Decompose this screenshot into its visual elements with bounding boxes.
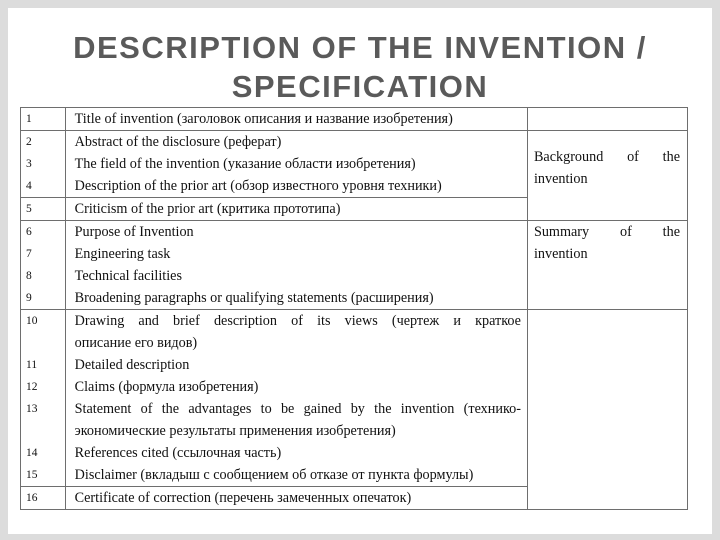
row-number-cell [21,487,66,510]
item-number: 5 [26,203,32,215]
section-label-summary-line1: Summary of the [533,224,680,240]
section-cell-summary [527,221,687,310]
item-text: Title of invention (заголовок описания и название изобретения) [74,111,453,127]
item-number: 10 [26,315,38,327]
item-text: Claims (формула изобретения) [74,379,259,395]
row-description-cell [65,310,527,487]
item-number: 4 [26,180,32,192]
item-number: 1 [26,113,32,125]
row-number-cell [21,198,66,221]
item-number: 8 [26,270,32,282]
item-number: 12 [26,381,38,393]
item-number: 2 [26,136,32,148]
item-text: Abstract of the disclosure (реферат) [74,134,282,150]
item-text: Statement of the advantages to be gained by the invention (технико- [74,401,521,417]
section-label-summary-line2: invention [533,246,588,262]
item-text: Technical facilities [74,268,182,284]
section-cell-background [527,131,687,221]
item-text: Criticism of the prior art (критика прототипа) [74,201,341,217]
item-text: Broadening paragraphs or qualifying statements (расширения) [74,290,434,306]
item-text: экономические результаты применения изобретения) [74,423,396,439]
row-description-cell [65,131,527,198]
item-number: 6 [26,226,32,238]
row-description-cell [65,221,527,310]
row-description-cell [65,198,527,221]
table-row [21,310,688,487]
section-label-background-line2: invention [533,171,588,187]
row-number-cell [21,131,66,198]
item-text: The field of the invention (указание области изобретения) [74,156,416,172]
item-number: 3 [26,158,32,170]
item-text: Detailed description [74,357,190,373]
item-text: описание его видов) [74,335,198,351]
item-text: References cited (ссылочная часть) [74,445,282,461]
section-cell-empty [527,108,687,131]
table-row [21,108,688,131]
item-number: 13 [26,403,38,415]
item-number: 9 [26,292,32,304]
item-number: 7 [26,248,32,260]
item-text: Description of the prior art (обзор известного уровня техники) [74,178,442,194]
table-row [21,131,688,198]
item-text: Engineering task [74,246,171,262]
item-text: Certificate of correction (перечень замеченных опечаток) [74,490,412,506]
title-line-2: SPECIFICATION [231,69,489,104]
specification-table [20,107,688,510]
row-number-cell [21,108,66,131]
item-text: Drawing and brief description of its views (чертеж и краткое [74,313,521,329]
item-number: 11 [26,359,38,371]
item-number: 16 [26,492,38,504]
item-text: Disclaimer (вкладыш с сообщением об отказе от пункта формулы) [74,467,474,483]
item-number: 15 [26,469,38,481]
row-description-cell [65,108,527,131]
section-cell-empty [527,310,687,510]
section-label-background-line1: Background of the [533,149,680,165]
slide-title [0,28,720,106]
row-number-cell [21,221,66,310]
row-number-cell [21,310,66,487]
row-description-cell [65,487,527,510]
table-row [21,221,688,310]
item-number: 14 [26,447,38,459]
title-line-1: DESCRIPTION OF THE INVENTION / [73,30,647,65]
item-text: Purpose of Invention [74,224,194,240]
